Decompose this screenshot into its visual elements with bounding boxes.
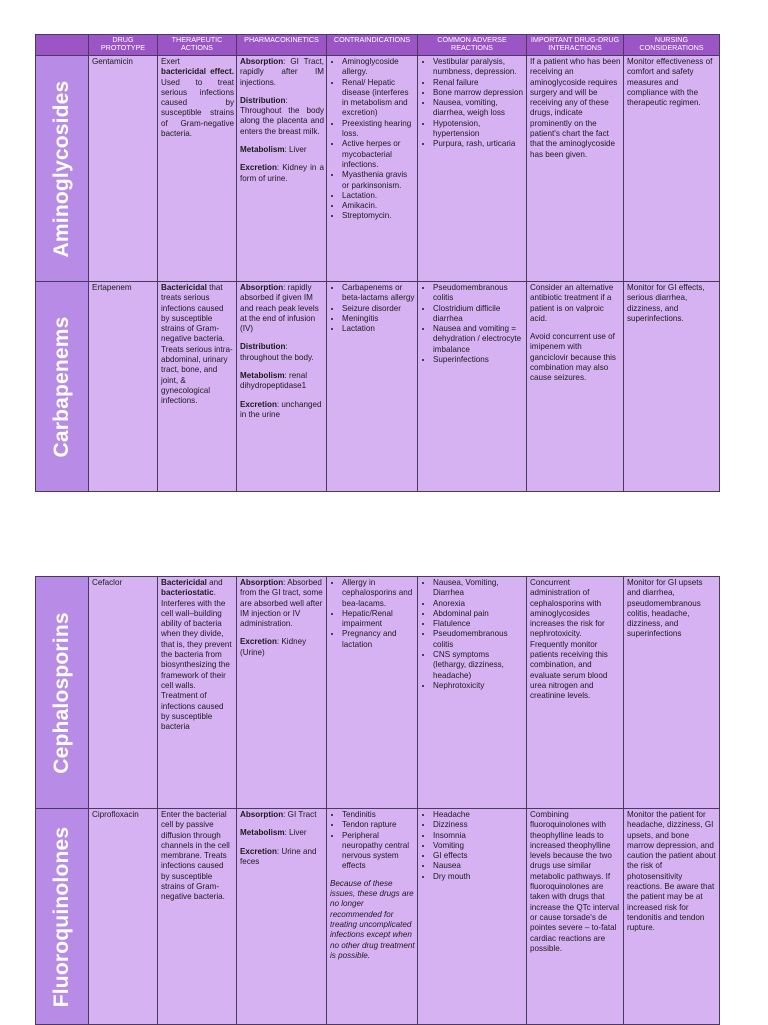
nursing-cell: Monitor the patient for headache, dizziness, GI upsets, and bone marrow depression, and caution the patient about the risk of photosensitivity reactions. Be aware that the patient may be at increased risk for tendonitis and tendon rupture. <box>624 809 720 1025</box>
list-item: • Renal/ Hepatic disease (interferes in metabolism and excretion) <box>342 78 415 119</box>
prototype-cell: Ertapenem <box>89 282 158 492</box>
list-item: • Active herpes or mycobacterial infections. <box>342 139 415 170</box>
adverse-reactions-cell <box>418 282 527 492</box>
actions-cell: Enter the bacterial cell by passive diffusion through channels in the cell membrane. Treats infections caused by susceptible strains of Gram-negative bacteria. <box>158 809 237 1025</box>
list-item: • Hepatic/Renal impairment <box>342 609 415 630</box>
adverse-reactions-cell <box>418 809 527 1025</box>
list-item: • Lactation. <box>342 191 415 201</box>
list-item: • Pregnancy and lactation <box>342 629 415 650</box>
list-item: • Seizure disorder <box>342 304 415 314</box>
list-item: • Nephrotoxicity <box>433 681 524 691</box>
nursing-cell: Monitor for GI effects, serious diarrhea, dizziness, and superinfections. <box>624 282 720 492</box>
header-drug-prototype: DRUG PROTOTYPE <box>89 35 158 56</box>
header-drug-interactions: IMPORTANT DRUG-DRUG INTERACTIONS <box>527 35 624 56</box>
list-item: • Clostridium difficile diarrhea <box>433 304 524 325</box>
list-item: • Nausea and vomiting = dehydration / electrocyte imbalance <box>433 324 524 355</box>
list-item: • Carbapenems or beta-lactams allergy <box>342 283 415 304</box>
list-item: • Streptomycin. <box>342 211 415 221</box>
list-item: • Insomnia <box>433 831 524 841</box>
list-item: • Dizziness <box>433 820 524 830</box>
row-carbapenems <box>36 282 720 492</box>
list-item: • Dry mouth <box>433 872 524 882</box>
list-item: • Meningitis <box>342 314 415 324</box>
prototype-cell: Gentamicin <box>89 56 158 282</box>
drug-table-bottom <box>35 576 720 1025</box>
row-cephalosporins <box>36 577 720 809</box>
header-row <box>36 35 720 56</box>
header-nursing-considerations: NURSING CONSIDERATIONS <box>624 35 720 56</box>
contraindications-cell <box>327 282 418 492</box>
contraindications-note: Because of these issues, these drugs are no longer recommended for treating uncomplicated infections except when no other drug treatment is possible. <box>330 878 415 960</box>
pharmacokinetics-cell: Absorption: GI Tract, rapidly after IM injections. Distribution: Throughout the body along the placenta and enters the breast milk. Metabolism: Liver Excretion: Kidney in a form of urine. <box>237 56 327 282</box>
class-label-cephalosporins: Cephalosporins <box>36 577 89 809</box>
list-item: • Tendon rapture <box>342 820 415 830</box>
prototype-cell: Cefaclor <box>89 577 158 809</box>
list-item: • Amikacin. <box>342 201 415 211</box>
list-item: • Preexisting hearing loss. <box>342 119 415 140</box>
header-contraindications: CONTRAINDICATIONS <box>327 35 418 56</box>
interactions-cell: Concurrent administration of cephalosporins with aminoglycosides increases the risk for nephrotoxicity. Frequently monitor patients receiving this combination, and evaluate serum blood urea nitrogen and creatinine levels. <box>527 577 624 809</box>
list-item: • Hypotension, hypertension <box>433 119 524 140</box>
adverse-reactions-cell <box>418 56 527 282</box>
row-aminoglycosides <box>36 56 720 282</box>
row-fluoroquinolones <box>36 809 720 1025</box>
nursing-cell: Monitor for GI upsets and diarrhea, pseudomembranous colitis, headache, dizziness, and superinfections <box>624 577 720 809</box>
adverse-reactions-cell <box>418 577 527 809</box>
contraindications-cell <box>327 809 418 1025</box>
list-item: • Nausea, Vomiting, Diarrhea <box>433 578 524 599</box>
list-item: • Anorexia <box>433 599 524 609</box>
list-item: • Aminoglycoside allergy. <box>342 57 415 78</box>
list-item: • Nausea, vomiting, diarrhea, weigh loss <box>433 98 524 119</box>
list-item: • Flatulence <box>433 619 524 629</box>
list-item: • Pseudomembranous colitis <box>433 283 524 304</box>
drug-table-top <box>35 34 720 492</box>
list-item: • Lactation <box>342 324 415 334</box>
header-pharmacokinetics: PHARMACOKINETICS <box>237 35 327 56</box>
list-item: • Headache <box>433 810 524 820</box>
list-item: • GI effects <box>433 851 524 861</box>
list-item: • Superinfections <box>433 355 524 365</box>
interactions-cell: If a patient who has been receiving an aminoglycoside requires surgery and will be receiving any of these drugs, indicate prominently on the patient's chart the fact that the aminoglycoside has been given. <box>527 56 624 282</box>
list-item: • Peripheral neuropathy central nervous system effects <box>342 831 415 872</box>
actions-cell: Bactericidal and bacteriostatic. Interferes with the cell wall–building ability of bacteria when they divide, that is, they prevent the bacteria from biosynthesizing the framework of their cell walls. Treatment of infections caused by susceptible bacteria <box>158 577 237 809</box>
nursing-cell: Monitor effectiveness of comfort and safety measures and compliance with the therapeutic regimen. <box>624 56 720 282</box>
list-item: • Purpura, rash, urticaria <box>433 139 524 149</box>
list-item: • Bone marrow depression <box>433 88 524 98</box>
class-label-fluoroquinolones: Fluoroquinolones <box>36 809 89 1025</box>
list-item: • Vomiting <box>433 841 524 851</box>
actions-cell: Bactericidal that treats serious infections caused by susceptible strains of Gram-negative bacteria. Treats serious intra-abdominal, urinary tract, bone, and joint, & gynecological infections. <box>158 282 237 492</box>
list-item: • Abdominal pain <box>433 609 524 619</box>
header-adverse-reactions: COMMON ADVERSE REACTIONS <box>418 35 527 56</box>
pharmacokinetics-cell: Absorption: GI Tract Metabolism: Liver Excretion: Urine and feces <box>237 809 327 1025</box>
list-item: • Myasthenia gravis or parkinsonism. <box>342 170 415 191</box>
list-item: • Nausea <box>433 861 524 871</box>
list-item: • Tendinitis <box>342 810 415 820</box>
header-therapeutic-actions: THERAPEUTIC ACTIONS <box>158 35 237 56</box>
actions-cell: Exert bactericidal effect. Used to treat serious infections caused by susceptible strains of Gram-negative bacteria. <box>158 56 237 282</box>
class-label-carbapenems: Carbapenems <box>36 282 89 492</box>
contraindications-cell <box>327 56 418 282</box>
contraindications-cell <box>327 577 418 809</box>
class-label-aminoglycosides: Aminoglycosides <box>36 56 89 282</box>
list-item: • Renal failure <box>433 78 524 88</box>
list-item: • Pseudomembranous colitis <box>433 629 524 650</box>
pharmacokinetics-cell: Absorption: rapidly absorbed if given IM and reach peak levels at the end of infusion (IV) Distribution: throughout the body. Metabolism: renal dihydropeptidase1 Excretion: unchanged in the urine <box>237 282 327 492</box>
interactions-cell: Combining fluoroquinolones with theophylline leads to increased theophylline levels because the two drugs use similar metabolic pathways. If fluoroquinolones are taken with drugs that increase the QTc interval or cause torsade's de pointes severe – to-fatal cardiac reactions are possible. <box>527 809 624 1025</box>
prototype-cell: Ciprofloxacin <box>89 809 158 1025</box>
list-item: • CNS symptoms (lethargy, dizziness, headache) <box>433 650 524 681</box>
header-empty <box>36 35 89 56</box>
list-item: • Vestibular paralysis, numbness, depression. <box>433 57 524 78</box>
interactions-cell: Consider an alternative antibiotic treatment if a patient is on valproic acid. Avoid concurrent use of imipenem with ganciclovir because this combination may also cause seizures. <box>527 282 624 492</box>
pharmacokinetics-cell: Absorption: Absorbed from the GI tract, some are absorbed well after IM injection or IV administration. Excretion: Kidney (Urine) <box>237 577 327 809</box>
list-item: • Allergy in cephalosporins and bea-lacams. <box>342 578 415 609</box>
